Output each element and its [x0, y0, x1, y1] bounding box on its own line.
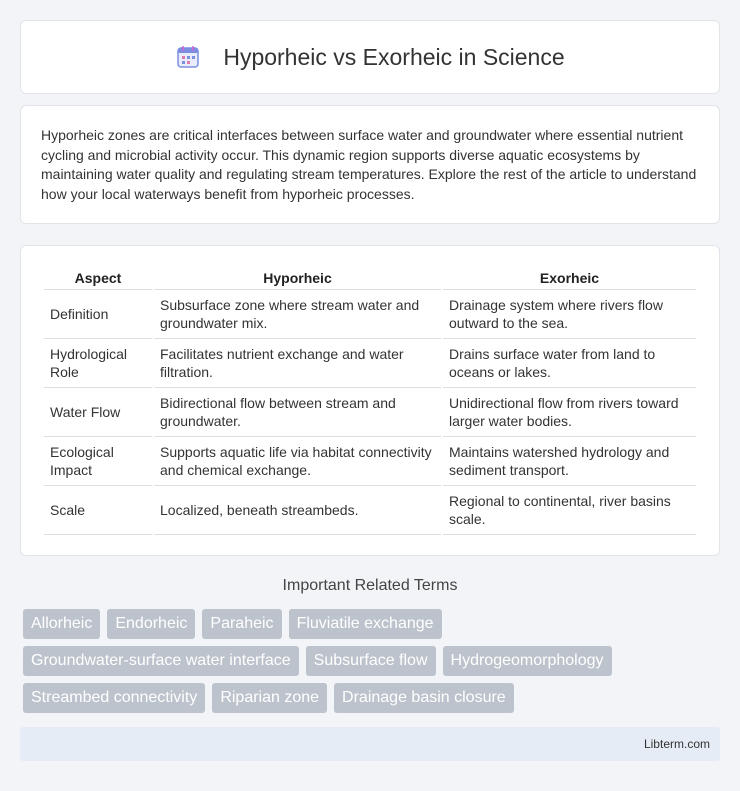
hyporheic-cell: Facilitates nutrient exchange and water filtration.: [154, 339, 441, 388]
hyporheic-cell: Localized, beneath streambeds.: [154, 486, 441, 535]
related-terms-list: [23, 609, 723, 713]
related-terms-title: Important Related Terms: [282, 577, 458, 594]
table-row: [44, 290, 696, 339]
comparison-table-card: [20, 245, 720, 556]
related-term-tag[interactable]: Riparian zone: [212, 683, 327, 713]
intro-card: [20, 105, 720, 224]
related-term-tag[interactable]: Fluviatile exchange: [289, 609, 442, 639]
footer-site-link[interactable]: Libterm.com: [643, 737, 710, 751]
column-header-hyporheic: Hyporheic: [154, 266, 441, 290]
aspect-cell: Water Flow: [44, 388, 152, 437]
header-card: [20, 20, 720, 94]
calendar-icon: [175, 44, 201, 70]
related-term-tag[interactable]: Groundwater-surface water interface: [23, 646, 299, 676]
related-term-tag[interactable]: Subsurface flow: [306, 646, 436, 676]
hyporheic-cell: Supports aquatic life via habitat connectivity and chemical exchange.: [154, 437, 441, 486]
related-term-tag[interactable]: Streambed connectivity: [23, 683, 205, 713]
intro-text: Hyporheic zones are critical interfaces between surface water and groundwater where essential nutrient cycling and microbial activity occur. This dynamic region supports diverse aquatic ecosystems by maintaining water quality and regulating stream temperatures. Explore the rest of the article to understand how your local waterways benefit from hyporheic processes.: [41, 127, 697, 202]
exorheic-cell: Drains surface water from land to oceans or lakes.: [443, 339, 696, 388]
related-term-tag[interactable]: Drainage basin closure: [334, 683, 514, 713]
table-header-row: [44, 266, 696, 290]
related-term-tag[interactable]: Hydrogeomorphology: [443, 646, 612, 676]
table-row: [44, 339, 696, 388]
exorheic-cell: Regional to continental, river basins scale.: [443, 486, 696, 535]
related-term-tag[interactable]: Paraheic: [202, 609, 281, 639]
exorheic-cell: Drainage system where rivers flow outward to the sea.: [443, 290, 696, 339]
table-row: [44, 486, 696, 535]
comparison-table: [42, 266, 698, 535]
aspect-cell: Hydrological Role: [44, 339, 152, 388]
page-title: Hyporheic vs Exorheic in Science: [223, 43, 565, 70]
aspect-cell: Scale: [44, 486, 152, 535]
aspect-cell: Definition: [44, 290, 152, 339]
related-term-tag[interactable]: Allorheic: [23, 609, 100, 639]
hyporheic-cell: Subsurface zone where stream water and groundwater mix.: [154, 290, 441, 339]
hyporheic-cell: Bidirectional flow between stream and groundwater.: [154, 388, 441, 437]
column-header-exorheic: Exorheic: [443, 266, 696, 290]
table-row: [44, 388, 696, 437]
footer: [20, 727, 720, 761]
aspect-cell: Ecological Impact: [44, 437, 152, 486]
exorheic-cell: Unidirectional flow from rivers toward larger water bodies.: [443, 388, 696, 437]
column-header-aspect: Aspect: [44, 266, 152, 290]
table-row: [44, 437, 696, 486]
exorheic-cell: Maintains watershed hydrology and sediment transport.: [443, 437, 696, 486]
related-term-tag[interactable]: Endorheic: [107, 609, 195, 639]
